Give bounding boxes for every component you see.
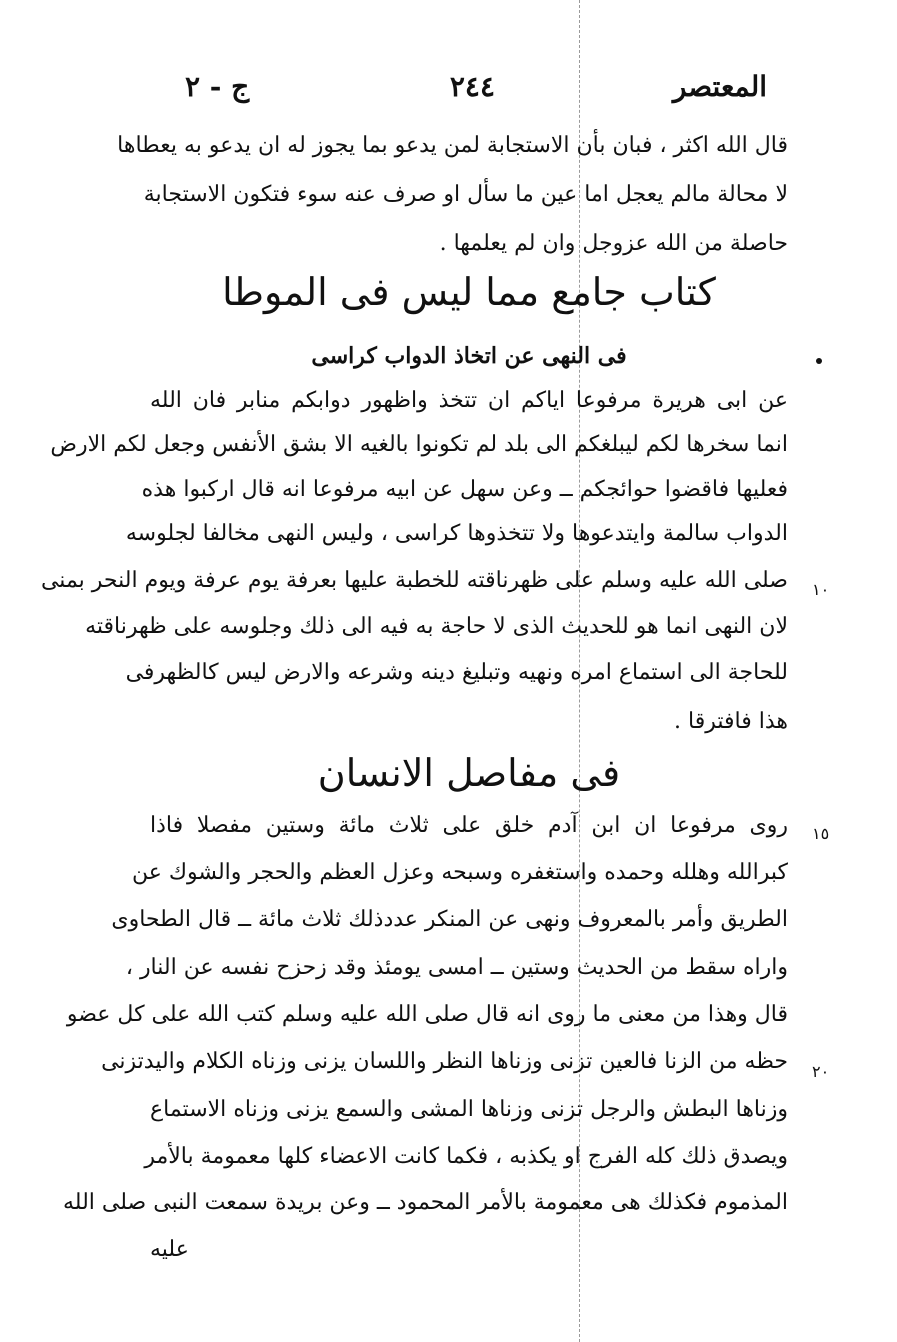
text-line: الدواب سالمة وايتدعوها ولا تتخذوها كراسى ، وليس النهى مخالفا لجلوسه [125,521,788,546]
text-line: صلى الله عليه وسلم على ظهرناقته للخطبة عليها بعرفة يوم عرفة ويوم النحر بمنى [40,568,788,593]
section-subheading: فى النهى عن اتخاذ الدواب كراسى [311,343,627,369]
text-line: للحاجة الى استماع امره ونهيه وتبليغ دينه وشرعه والارض ليس كالظهرفى [125,660,788,685]
running-header [185,70,767,118]
margin-line-number: ١٠ [812,580,830,599]
text-line: انما سخرها لكم ليبلغكم الى بلد لم تكونوا بالغيه الا بشق الأنفس وجعل لكم الارض [50,432,788,457]
text-line: قال الله اكثر ، فبان بأن الاستجابة لمن يدعو بما يجوز له ان يدعو به يعطاها [117,133,788,158]
text-line: حظه من الزنا فالعين تزنى وزناها النظر واللسان يزنى وزناه الكلام واليدتزنى [101,1049,788,1074]
text-line: كبرالله وهلله وحمده واستغفره وسبحه وعزل العظم والحجر والشوك عن [131,860,788,885]
text-line: روى مرفوعا ان ابن آدم خلق على ثلاث مائة وستين مفصلا فاذا [150,813,788,838]
text-line: الطريق وأمر بالمعروف ونهى عن المنكر عددذلك ثلاث مائة ــ قال الطحاوى [111,907,788,932]
text-line: عن ابى هريرة مرفوعا اياكم ان تتخذ واظهور دوابكم منابر فان الله [150,388,788,413]
section-heading: كتاب جامع مما ليس فى الموطا [222,270,716,314]
volume-label: ج - ٢ [185,70,250,103]
header-title: المعتصر [672,70,767,103]
text-line: ويصدق ذلك كله الفرج او يكذبه ، فكما كانت الاعضاء كلها معمومة بالأمر [144,1144,788,1169]
text-line: المذموم فكذلك هى معمومة بالأمر المحمود ــ وعن بريدة سمعت النبى صلى الله [63,1190,788,1215]
text-line: فعليها فاقضوا حوائجكم ــ وعن سهل عن ابيه مرفوعا انه قال اركبوا هذه [141,477,788,502]
text-line: حاصلة من الله عزوجل وان لم يعلمها . [439,231,788,256]
text-line: قال وهذا من معنى ما روى انه قال صلى الله عليه وسلم كتب الله على كل عضو [66,1002,788,1027]
text-line: وزناها البطش والرجل تزنى وزناها المشى والسمع يزنى وزناه الاستماع [150,1097,788,1122]
margin-line-number: ٢٠ [812,1062,830,1081]
margin-dot [816,358,822,364]
text-line: واراه سقط من الحديث وستين ــ امسى يومئذ وقد زحزح نفسه عن النار ، [125,955,788,980]
text-line: عليه [150,1237,189,1262]
margin-line-number: ١٥ [812,824,830,843]
text-line: لا محالة مالم يعجل اما عين ما سأل او صرف عنه سوء فتكون الاستجابة [143,182,788,207]
text-line: هذا فافترقا . [674,709,788,734]
text-line: لان النهى انما هو للحديث الذى لا حاجة به فيه الى ذلك وجلوسه على ظهرناقته [85,614,788,639]
page-number: ٢٤٤ [449,70,495,103]
section-heading: فى مفاصل الانسان [317,751,621,795]
